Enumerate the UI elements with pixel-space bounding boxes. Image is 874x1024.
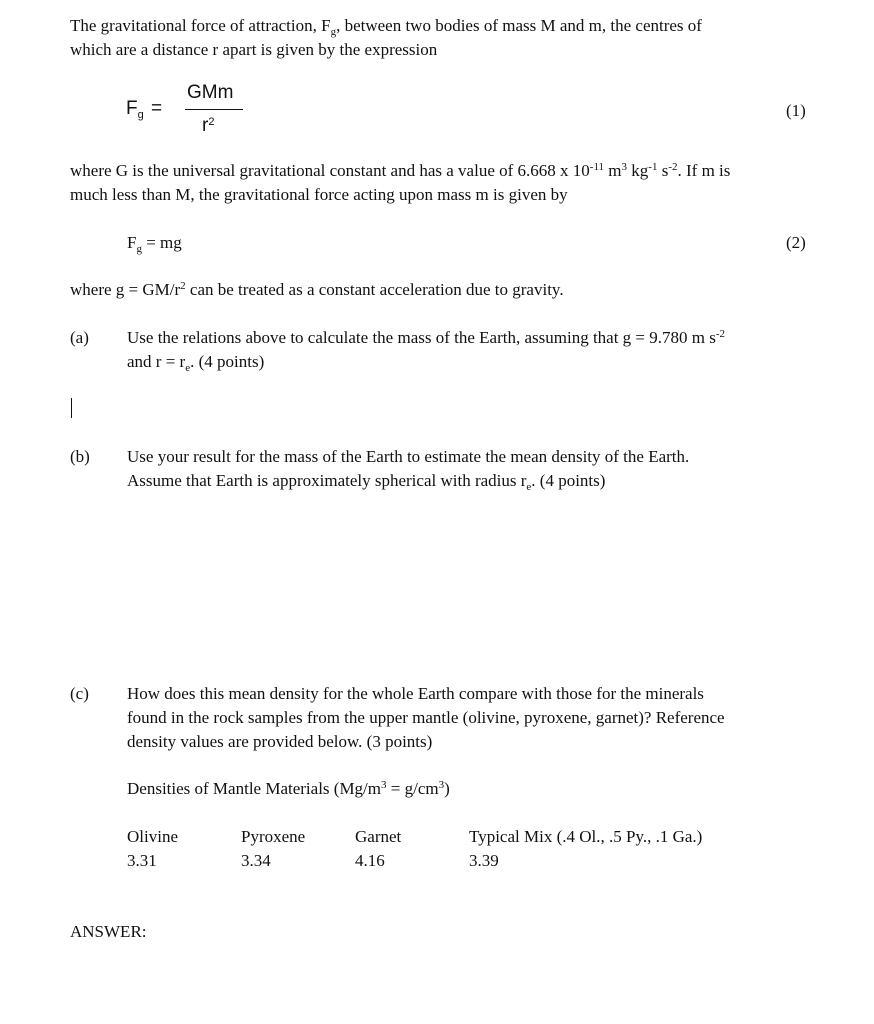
density-name-garnet: Garnet	[355, 827, 402, 846]
densities-title: Densities of Mantle Materials $(Mg/m^3 = g/cm^3)$	[127, 779, 450, 798]
question-a-label: (a)	[70, 328, 89, 347]
question-a-line-2: and $r = r_e$. (4 points)	[127, 352, 265, 374]
answer-label: ANSWER:	[70, 922, 147, 941]
equation-1-numerator: GMm	[187, 82, 234, 103]
equation-1-number: (1)	[786, 101, 806, 120]
para2-line-1: where G is the universal gravitational constant and has a value of 6.668 x $10^{-11}$ $m^3$ $kg^{-1}$ $s^{-2}$. If m is	[70, 161, 731, 180]
question-b-line-1: Use your result for the mass of the Earth to estimate the mean density of the Earth.	[127, 447, 690, 466]
question-c-label: (c)	[70, 684, 89, 703]
density-value-typical-mix: 3.39	[469, 851, 499, 870]
density-value-pyroxene: 3.34	[241, 851, 271, 870]
question-c-line-2: found in the rock samples from the upper mantle (olivine, pyroxene, garnet)? Reference	[127, 708, 725, 727]
question-a-line-1: Use the relations above to calculate the mass of the Earth, assuming that g = 9.780 m $s^{-2}$	[127, 328, 726, 347]
text-cursor[interactable]	[71, 398, 72, 418]
question-b-label: (b)	[70, 447, 90, 466]
density-value-olivine: 3.31	[127, 851, 157, 870]
density-value-garnet: 4.16	[355, 851, 385, 870]
equation-1-equals: =	[151, 98, 163, 119]
intro-line-2: which are a distance r apart is given by the expression	[70, 40, 438, 59]
para3: where $g = GM/r^2$ can be treated as a constant acceleration due to gravity.	[70, 280, 564, 299]
equation-2-number: (2)	[786, 233, 806, 252]
fraction-bar	[185, 109, 243, 110]
density-name-pyroxene: Pyroxene	[241, 827, 306, 846]
question-c-line-1: How does this mean density for the whole Earth compare with those for the minerals	[127, 684, 704, 703]
question-b-line-2: Assume that Earth is approximately spherical with radius $r_e$. (4 points)	[127, 471, 606, 493]
density-name-olivine: Olivine	[127, 827, 178, 846]
question-c-line-3: density values are provided below. (3 points)	[127, 732, 433, 751]
para2-line-2: much less than M, the gravitational force acting upon mass m is given by	[70, 185, 568, 204]
equation-1-denominator: $r^2$	[202, 115, 215, 136]
density-name-typical-mix: Typical Mix (.4 Ol., .5 Py., .1 Ga.)	[469, 827, 703, 846]
equation-2: $F_g$ = mg	[127, 233, 182, 255]
intro-line-1: The gravitational force of attraction, $F_g$, between two bodies of mass M and m, the centres of	[70, 16, 702, 38]
equation-1-lhs: $F_g$	[126, 98, 144, 121]
